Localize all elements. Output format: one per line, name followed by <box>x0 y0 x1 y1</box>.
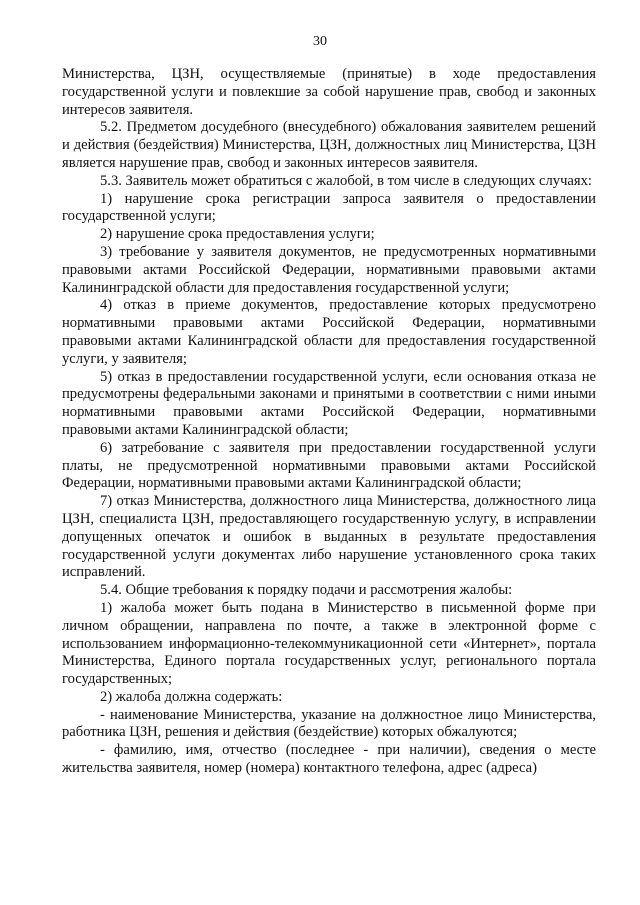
paragraph: - наименование Министерства, указание на должностное лицо Министерства, работника ЦЗН, решения и действия (бездействие) которых обжалуются; <box>62 706 596 741</box>
paragraph: 6) затребование с заявителя при предоставлении государственной услуги платы, не предусмотренной нормативными правовыми актами Российской Федерации, нормативными правовыми актами Калининградской области; <box>62 439 596 492</box>
paragraph: 7) отказ Министерства, должностного лица Министерства, должностного лица ЦЗН, специалиста ЦЗН, предоставляющего государственную услугу, в исправлении допущенных опечаток и ошибок в выданных в результате предоставления государственной услуги документах либо нарушение установленного срока таких исправлений. <box>62 493 596 581</box>
paragraph: Министерства, ЦЗН, осуществляемые (принятые) в ходе предоставления государственной услуги и повлекшие за собой нарушение прав, свобод и законных интересов заявителя. <box>62 66 596 118</box>
paragraph: 2) нарушение срока предоставления услуги; <box>100 226 375 243</box>
paragraph: 5.4. Общие требования к порядку подачи и рассмотрения жалобы: <box>100 582 513 599</box>
paragraph: 5.2. Предметом досудебного (внесудебного) обжалования заявителем решений и действия (бездействия) Министерства, ЦЗН, должностных лиц Министерства, ЦЗН является нарушение прав, свобод и законных интересов заявителя. <box>62 119 596 171</box>
paragraph: 4) отказ в приеме документов, предоставление которых предусмотрено нормативными правовыми актами Российской Федерации, нормативными правовыми актами Калининградской области для предоставления государственной услуги, у заявителя; <box>62 297 596 367</box>
paragraph: 5) отказ в предоставлении государственной услуги, если основания отказа не предусмотрены федеральными законами и принятыми в соответствии с ними иными нормативными правовыми актами Российской Федерации, нормативными правовыми актами Калининградской области; <box>62 368 596 438</box>
paragraph: 1) жалоба может быть подана в Министерство в письменной форме при личном обращении, направлена по почте, а также в электронной форме с использованием информационно-телекоммуникационной сети «Интернет», портала Министерства, Единого портала государственных услуг, регионального портала государственных; <box>62 599 596 688</box>
document-body <box>62 66 596 778</box>
paragraph: 2) жалоба должна содержать: <box>100 688 283 705</box>
paragraph: 3) требование у заявителя документов, не предусмотренных нормативными правовыми актами Российской Федерации, нормативными правовыми актами Калининградской области для предоставления государственной услуги; <box>62 243 596 296</box>
paragraph: - фамилию, имя, отчество (последнее - при наличии), сведения о месте жительства заявителя, номер (номера) контактного телефона, адрес (адреса) <box>62 742 596 777</box>
page-number: 30 <box>313 34 327 49</box>
paragraph: 1) нарушение срока регистрации запроса заявителя о предоставлении государственной услуги; <box>62 190 596 225</box>
paragraph: 5.3. Заявитель может обратиться с жалобой, в том числе в следующих случаях: <box>100 172 592 189</box>
